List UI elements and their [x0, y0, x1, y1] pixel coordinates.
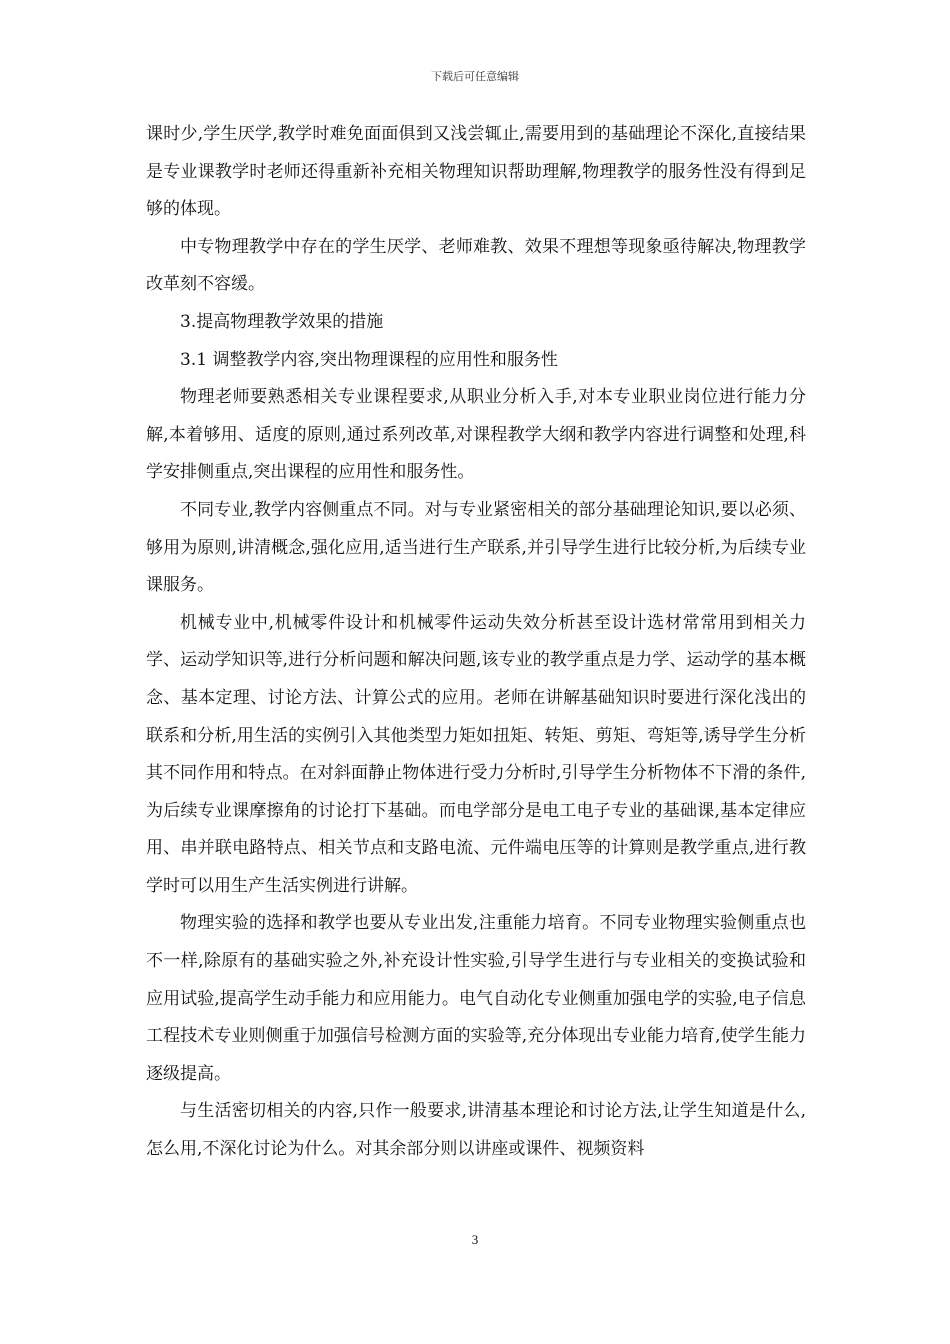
paragraph: 物理实验的选择和教学也要从专业出发,注重能力培育。不同专业物理实验侧重点也不一样,除原有的基础实验之外,补充设计性实验,引导学生进行与专业相关的变换试验和应用试验,提高学生动手能力和应用能力。电气自动化专业侧重加强电学的实验,电子信息工程技术专业则侧重于加强信号检测方面的实验等,充分体现出专业能力培育,使学生能力逐级提高。: [146, 913, 806, 1084]
paragraph: 课时少,学生厌学,教学时难免面面俱到又浅尝辄止,需要用到的基础理论不深化,直接结果是专业课教学时老师还得重新补充相关物理知识帮助理解,物理教学的服务性没有得到足够的体现。: [146, 124, 806, 220]
section-heading: 3.提高物理教学效果的措施: [180, 311, 384, 332]
page-header: 下载后可任意编辑: [431, 70, 519, 83]
paragraph: 与生活密切相关的内容,只作一般要求,讲清基本理论和讨论方法,让学生知道是什么,怎么用,不深化讨论为什么。对其余部分则以讲座或课件、视频资料: [146, 1101, 806, 1160]
paragraph: 机械专业中,机械零件设计和机械零件运动失效分析甚至设计选材常常用到相关力学、运动学知识等,进行分析问题和解决问题,该专业的教学重点是力学、运动学的基本概念、基本定理、讨论方法、计算公式的应用。老师在讲解基础知识时要进行深化浅出的联系和分析,用生活的实例引入其他类型力矩如扭矩、转矩、剪矩、弯矩等,诱导学生分析其不同作用和特点。在对斜面静止物体进行受力分析时,引导学生分析物体不下滑的条件,为后续专业课摩擦角的讨论打下基础。而电学部分是电工电子专业的基础课,基本定律应用、串并联电路特点、相关节点和支路电流、元件端电压等的计算则是教学重点,进行教学时可以用生产生活实例进行讲解。: [146, 612, 806, 896]
page-number: 3: [471, 1232, 479, 1247]
document-body: [146, 116, 806, 1169]
paragraph: 物理老师要熟悉相关专业课程要求,从职业分析入手,对本专业职业岗位进行能力分解,本着够用、适度的原则,通过系列改革,对课程教学大纲和教学内容进行调整和处理,科学安排侧重点,突出课程的应用性和服务性。: [146, 387, 806, 483]
paragraph: 不同专业,教学内容侧重点不同。对与专业紧密相关的部分基础理论知识,要以必须、够用为原则,讲清概念,强化应用,适当进行生产联系,并引导学生进行比较分析,为后续专业课服务。: [146, 499, 806, 596]
paragraph: 中专物理教学中存在的学生厌学、老师难教、效果不理想等现象亟待解决,物理教学改革刻不容缓。: [146, 236, 806, 295]
subsection-heading: 3.1 调整教学内容,突出物理课程的应用性和服务性: [180, 349, 558, 370]
